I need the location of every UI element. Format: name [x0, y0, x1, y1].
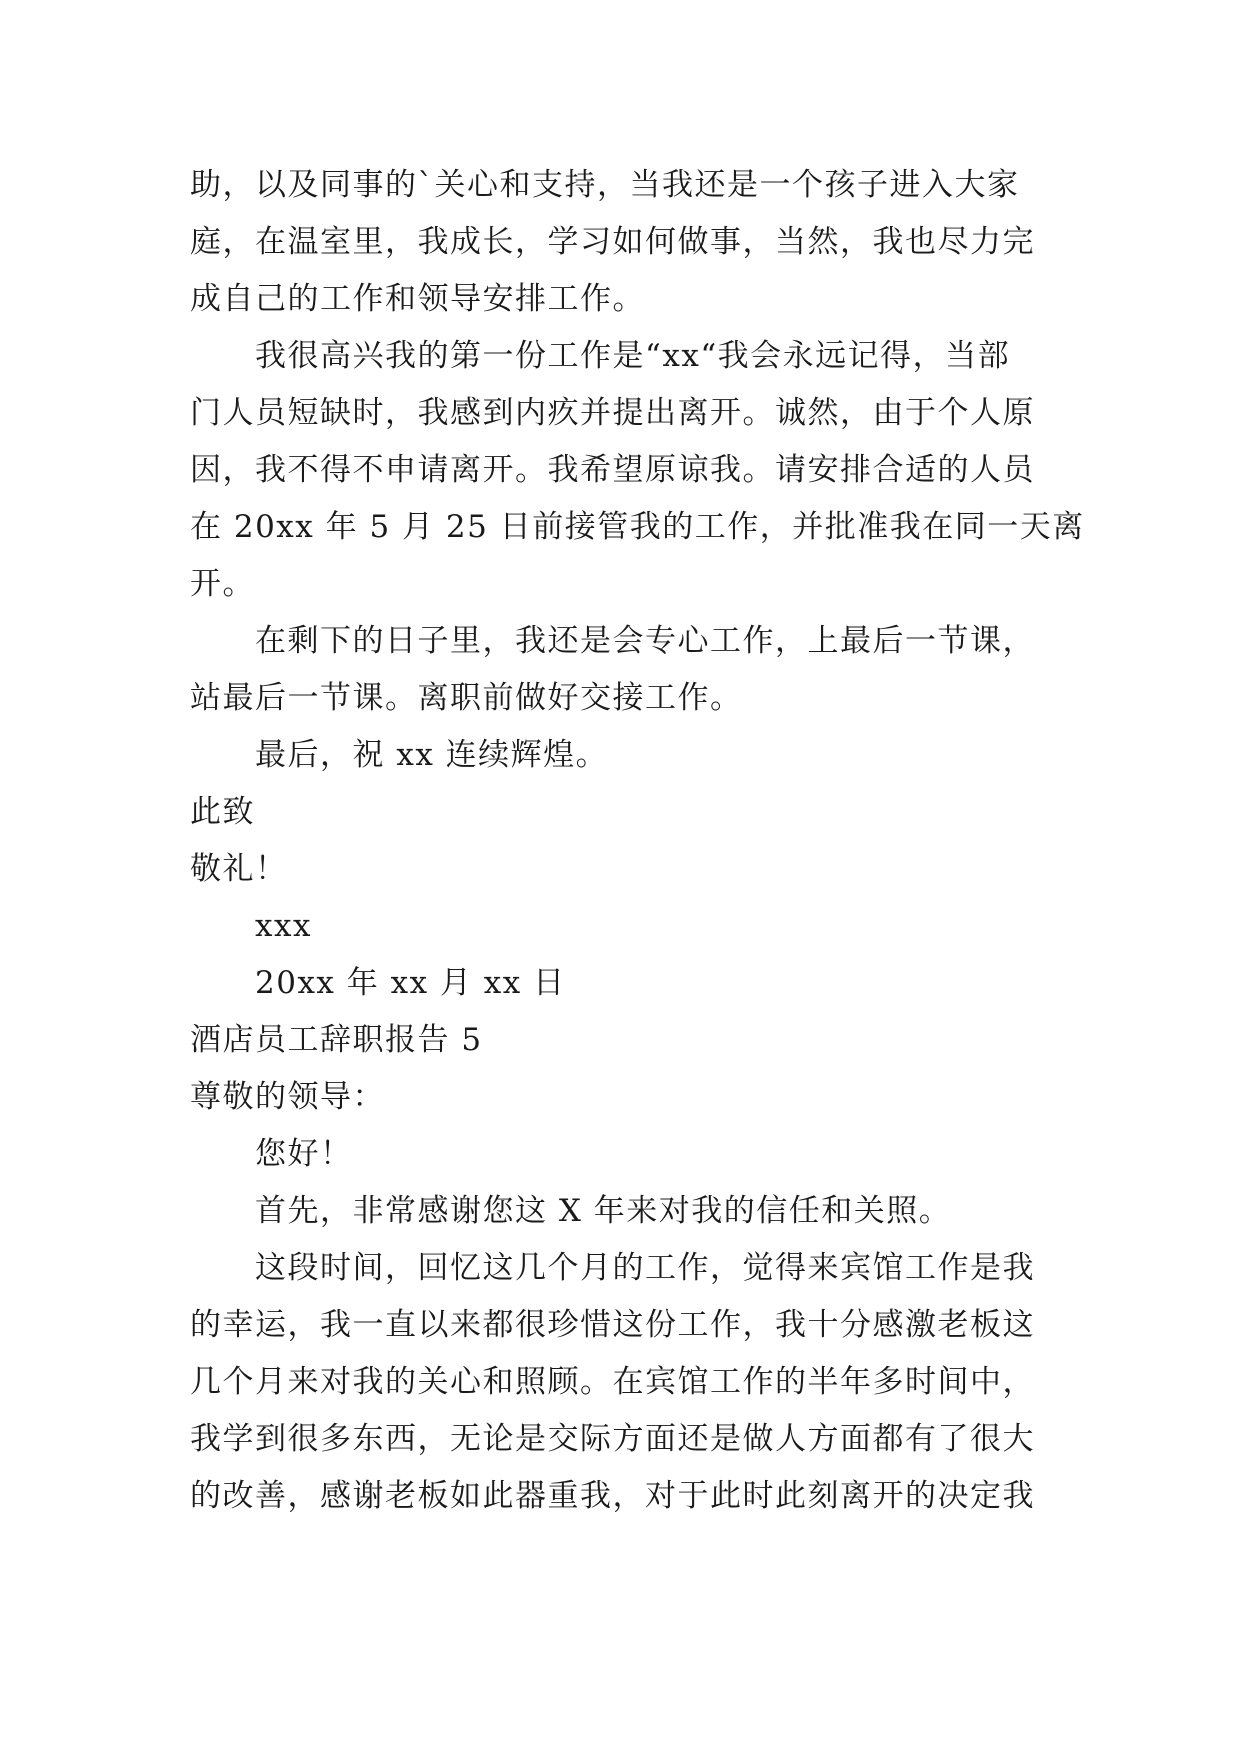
paragraph-line: 门人员短缺时，我感到内疚并提出离开。诚然，由于个人原 [190, 395, 1035, 431]
paragraph-line: 助，以及同事的`关心和支持，当我还是一个孩子进入大家 [190, 167, 1020, 203]
signature-date: 20xx 年 xx 月 xx 日 [255, 965, 566, 1001]
paragraph-line: 我很高兴我的第一份工作是“xx“我会永远记得，当部 [255, 338, 1011, 374]
paragraph-line: 开。 [190, 566, 255, 602]
paragraph-line: 站最后一节课。离职前做好交接工作。 [190, 680, 743, 716]
section-title: 酒店员工辞职报告 5 [190, 1022, 483, 1058]
salutation-line: 此致 [190, 794, 255, 830]
signature-name: xxx [255, 908, 312, 944]
closing-wish: 最后，祝 xx 连续辉煌。 [255, 737, 609, 773]
paragraph-line: 在 20xx 年 5 月 25 日前接管我的工作，并批准我在同一天离 [190, 509, 1085, 545]
paragraph-line: 几个月来对我的关心和照顾。在宾馆工作的半年多时间中， [190, 1364, 1035, 1400]
paragraph-line: 的改善，感谢老板如此器重我，对于此时此刻离开的决定我 [190, 1478, 1035, 1514]
salutation-line: 敬礼！ [190, 851, 288, 887]
paragraph-line: 在剩下的日子里，我还是会专心工作，上最后一节课， [255, 623, 1035, 659]
greeting-line: 尊敬的领导： [190, 1079, 385, 1115]
paragraph-line: 我学到很多东西，无论是交际方面还是做人方面都有了很大 [190, 1421, 1035, 1457]
paragraph-line: 的幸运，我一直以来都很珍惜这份工作，我十分感激老板这 [190, 1307, 1035, 1343]
paragraph-line: 首先，非常感谢您这 X 年来对我的信任和关照。 [255, 1193, 952, 1229]
paragraph-line: 这段时间，回忆这几个月的工作，觉得来宾馆工作是我 [255, 1250, 1035, 1286]
paragraph-line: 庭，在温室里，我成长，学习如何做事，当然，我也尽力完 [190, 224, 1035, 260]
paragraph-line: 因，我不得不申请离开。我希望原谅我。请安排合适的人员 [190, 452, 1035, 488]
paragraph-line: 成自己的工作和领导安排工作。 [190, 281, 645, 317]
greeting-line: 您好！ [255, 1136, 353, 1172]
